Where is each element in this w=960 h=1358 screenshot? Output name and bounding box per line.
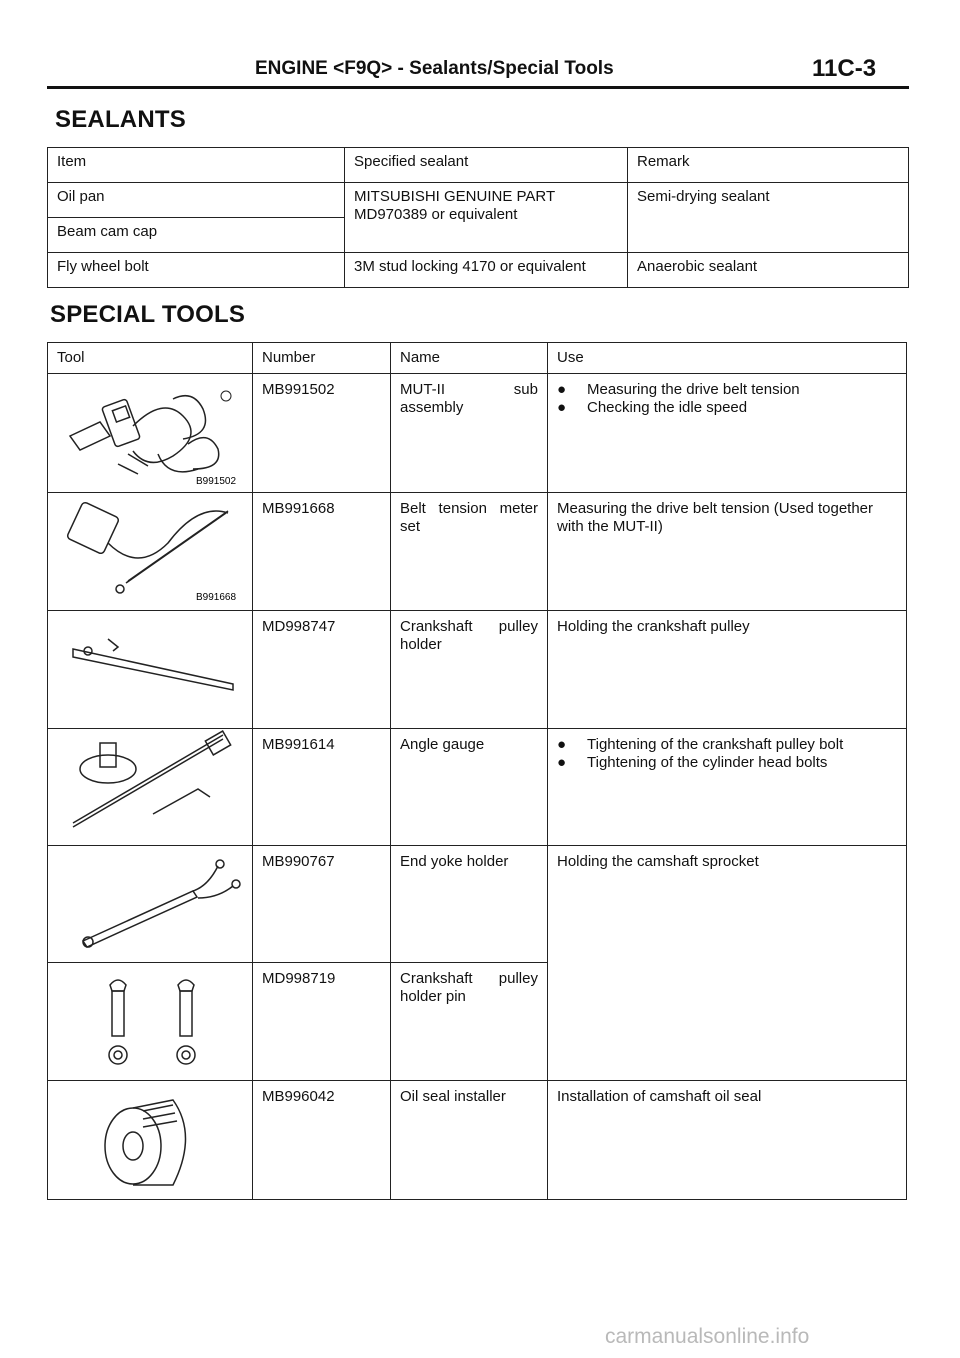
number-cell: MB991614 (253, 729, 391, 846)
table-row (48, 611, 907, 729)
number-cell: MD998719 (253, 963, 391, 1081)
image-label: B991502 (196, 476, 237, 487)
tool-illustration-cell (48, 963, 253, 1081)
tool-illustration-cell (48, 846, 253, 963)
item-cell: Oil pan (48, 183, 345, 218)
name-cell: End yoke holder (391, 846, 548, 963)
column-header: Remark (628, 148, 909, 183)
name-cell: MUT-II sub assembly (391, 374, 548, 493)
tool-illustration-cell (48, 729, 253, 846)
table-row (48, 374, 907, 493)
use-cell (548, 729, 907, 846)
oil-seal-installer-icon (48, 1081, 253, 1199)
tool-illustration-cell (48, 1081, 253, 1200)
table-row (48, 729, 907, 846)
header-rule (47, 86, 909, 89)
number-cell: MB991502 (253, 374, 391, 493)
special-tools-table (47, 342, 907, 1200)
item-cell: Beam cam cap (48, 218, 345, 253)
sealant-cell: MITSUBISHI GENUINE PART MD970389 or equivalent (345, 183, 628, 253)
column-header: Specified sealant (345, 148, 628, 183)
table-row (48, 253, 909, 288)
column-header: Number (253, 343, 391, 374)
use-bullet: ● Measuring the drive belt tension (557, 381, 800, 398)
use-cell: Measuring the drive belt tension (Used together with the MUT-II) (548, 493, 907, 611)
page-title: ENGINE <F9Q> - Sealants/Special Tools (255, 58, 614, 79)
use-bullet: ● Checking the idle speed (557, 399, 748, 416)
holder-pin-icon (48, 963, 253, 1080)
column-header: Use (548, 343, 907, 374)
use-bullet: ● Tightening of the crankshaft pulley bolt (557, 736, 844, 753)
tool-illustration-cell (48, 611, 253, 729)
item-cell: Fly wheel bolt (48, 253, 345, 288)
name-cell: Crankshaft pulley holder (391, 611, 548, 729)
tool-illustration-cell (48, 374, 253, 493)
column-header: Item (48, 148, 345, 183)
crankshaft-pulley-holder-icon (48, 611, 253, 728)
tool-illustration-cell (48, 493, 253, 611)
mut-ii-tester-icon (48, 374, 253, 492)
column-header: Tool (48, 343, 253, 374)
angle-gauge-icon (48, 729, 253, 845)
name-cell: Crankshaft pulley holder pin (391, 963, 548, 1081)
number-cell: MD998747 (253, 611, 391, 729)
sealants-table (47, 147, 909, 288)
page-number: 11C-3 (812, 55, 877, 82)
use-cell (548, 374, 907, 493)
belt-tension-meter-icon (48, 493, 253, 610)
use-cell: Installation of camshaft oil seal (548, 1081, 907, 1200)
sealants-title: SEALANTS (55, 106, 186, 133)
sealant-cell: 3M stud locking 4170 or equivalent (345, 253, 628, 288)
end-yoke-holder-icon (48, 846, 253, 962)
column-header: Name (391, 343, 548, 374)
table-row (48, 846, 907, 963)
table-row (48, 493, 907, 611)
remark-cell: Anaerobic sealant (628, 253, 909, 288)
name-cell: Oil seal installer (391, 1081, 548, 1200)
name-cell: Belt tension meter set (391, 493, 548, 611)
name-cell: Angle gauge (391, 729, 548, 846)
number-cell: MB996042 (253, 1081, 391, 1200)
table-row (48, 183, 909, 218)
number-cell: MB991668 (253, 493, 391, 611)
watermark: carmanualsonline.info (605, 1325, 810, 1348)
use-bullet: ● Tightening of the cylinder head bolts (557, 754, 828, 771)
image-label: B991668 (196, 592, 237, 603)
table-header-row (48, 343, 907, 374)
number-cell: MB990767 (253, 846, 391, 963)
use-cell: Holding the camshaft sprocket (548, 846, 907, 1081)
use-cell: Holding the crankshaft pulley (548, 611, 907, 729)
special-tools-title: SPECIAL TOOLS (50, 301, 246, 328)
table-header-row (48, 148, 909, 183)
remark-cell: Semi-drying sealant (628, 183, 909, 253)
table-row (48, 1081, 907, 1200)
